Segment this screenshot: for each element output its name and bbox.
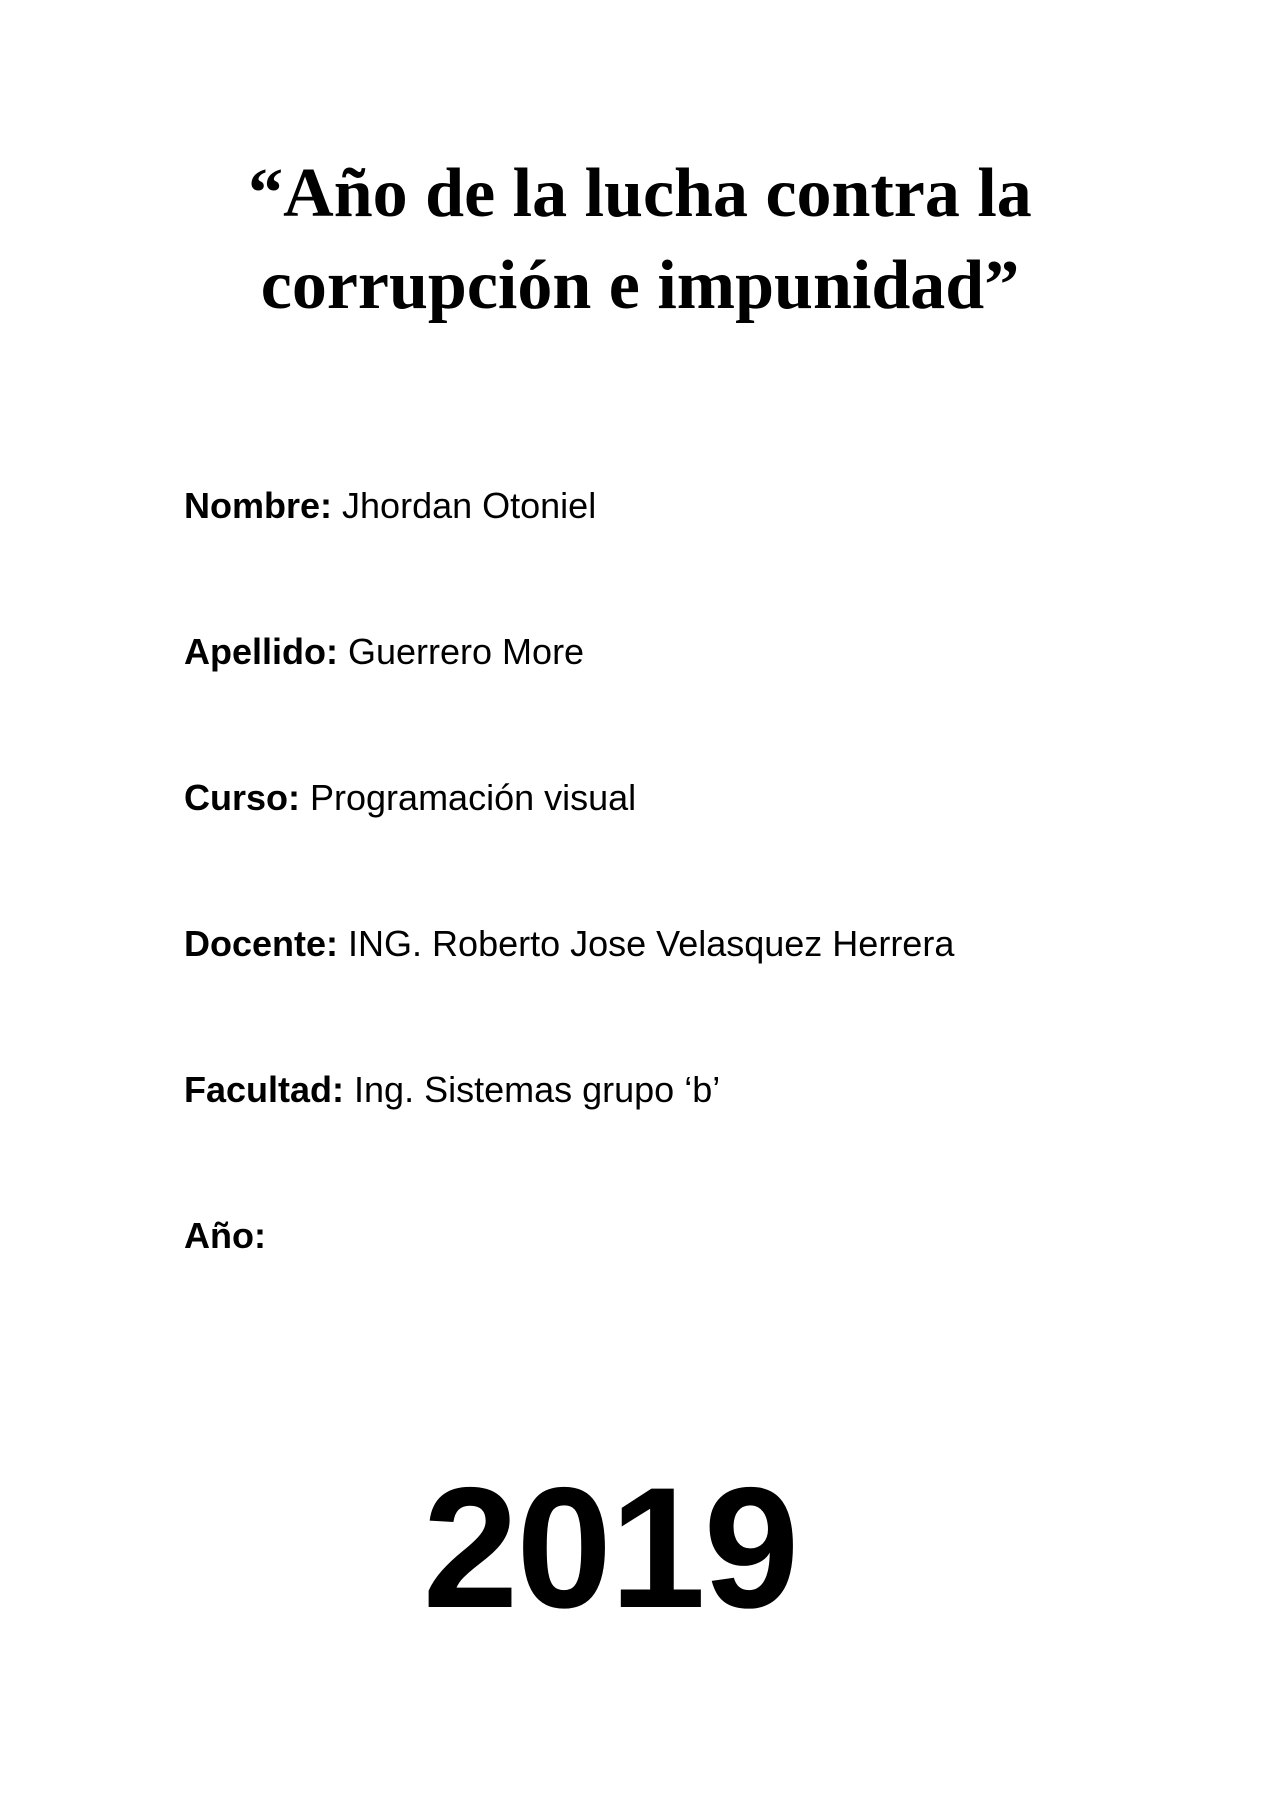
- field-label-curso: Curso:: [184, 777, 300, 818]
- field-apellido: [184, 630, 584, 674]
- field-docente: [184, 922, 954, 966]
- field-nombre: [184, 484, 596, 528]
- field-curso: [184, 776, 636, 820]
- field-label-facultad: Facultad:: [184, 1069, 345, 1110]
- field-value-curso: Programación visual: [310, 777, 637, 818]
- field-label-nombre: Nombre:: [184, 485, 333, 526]
- field-facultad: [184, 1068, 720, 1112]
- field-label-anio: Año:: [184, 1215, 266, 1256]
- field-value-apellido: Guerrero More: [348, 631, 585, 672]
- field-label-apellido: Apellido:: [184, 631, 338, 672]
- field-value-facultad: Ing. Sistemas grupo ‘b’: [354, 1069, 721, 1110]
- document-title: [0, 148, 1280, 332]
- title-line-1: “Año de la lucha contra la: [248, 155, 1032, 232]
- title-line-2: corrupción e impunidad”: [260, 247, 1020, 324]
- field-value-nombre: Jhordan Otoniel: [342, 485, 597, 526]
- field-label-docente: Docente:: [184, 923, 339, 964]
- year-display: 2019: [422, 1452, 798, 1644]
- field-anio: [184, 1214, 266, 1258]
- field-value-docente: ING. Roberto Jose Velasquez Herrera: [348, 923, 955, 964]
